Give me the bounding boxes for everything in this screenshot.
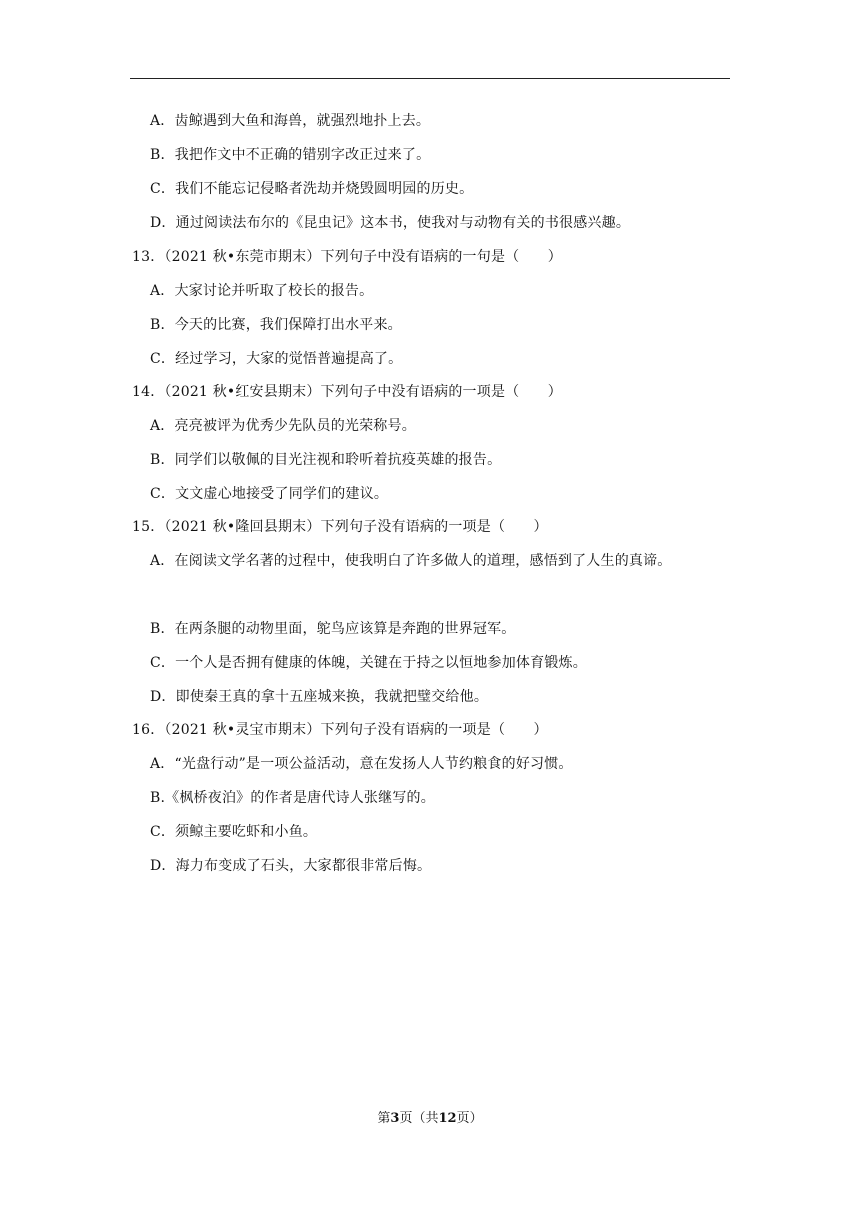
q14-stem: 14．（2021 秋•红安县期末）下列句子中没有语病的一项是（ ） [132, 384, 562, 400]
q13-stem: 13．（2021 秋•东莞市期末）下列句子中没有语病的一句是（ ） [132, 249, 562, 265]
q13-option-c: C．经过学习，大家的觉悟普遍提高了。 [150, 351, 403, 367]
q16-stem: 16．（2021 秋•灵宝市期末）下列句子没有语病的一项是（ ） [132, 722, 548, 738]
q15-option-d: D．即使秦王真的拿十五座城来换，我就把璧交给他。 [150, 689, 489, 705]
footer-middle: 页（共 [399, 1111, 439, 1126]
footer-suffix: 页） [456, 1111, 483, 1126]
q14-option-c: C．文文虚心地接受了同学们的建议。 [150, 486, 389, 502]
q16-option-a: A．“光盘行动”是一项公益活动，意在发扬人人节约粮食的好习惯。 [150, 756, 573, 772]
q15-option-c: C．一个人是否拥有健康的体魄，关键在于持之以恒地参加体育锻炼。 [150, 655, 587, 671]
q13-option-a: A．大家讨论并听取了校长的报告。 [150, 283, 374, 299]
q12-option-a: A．齿鲸遇到大鱼和海兽，就强烈地扑上去。 [150, 113, 431, 129]
q15-stem: 15．（2021 秋•隆回县期末）下列句子没有语病的一项是（ ） [132, 519, 548, 535]
q12-option-b: B．我把作文中不正确的错别字改正过来了。 [150, 147, 431, 163]
q13-option-b: B．今天的比赛，我们保障打出水平来。 [150, 317, 402, 333]
footer-prefix: 第 [377, 1111, 391, 1126]
q15-option-b: B．在两条腿的动物里面，鸵鸟应该算是奔跑的世界冠军。 [150, 621, 516, 637]
q14-option-b: B．同学们以敬佩的目光注视和聆听着抗疫英雄的报告。 [150, 452, 502, 468]
q16-option-d: D．海力布变成了石头，大家都很非常后悔。 [150, 858, 432, 874]
q12-option-c: C．我们不能忘记侵略者洗劫并烧毁圆明园的历史。 [150, 181, 474, 197]
q14-option-a: A．亮亮被评为优秀少先队员的光荣称号。 [150, 418, 416, 434]
q15-option-a: A．在阅读文学名著的过程中，使我明白了许多做人的道理，感悟到了人生的真谛。 [150, 553, 672, 569]
q16-option-c: C．须鲸主要吃虾和小鱼。 [150, 824, 318, 840]
page-footer [0, 1110, 860, 1128]
q16-option-b: B.《枫桥夜泊》的作者是唐代诗人张继写的。 [150, 790, 435, 806]
q12-option-d: D．通过阅读法布尔的《昆虫记》这本书，使我对与动物有关的书很感兴趣。 [150, 215, 631, 231]
header-rule [130, 78, 730, 79]
total-pages-number: 12 [438, 1111, 457, 1126]
current-page-number: 3 [390, 1111, 400, 1126]
